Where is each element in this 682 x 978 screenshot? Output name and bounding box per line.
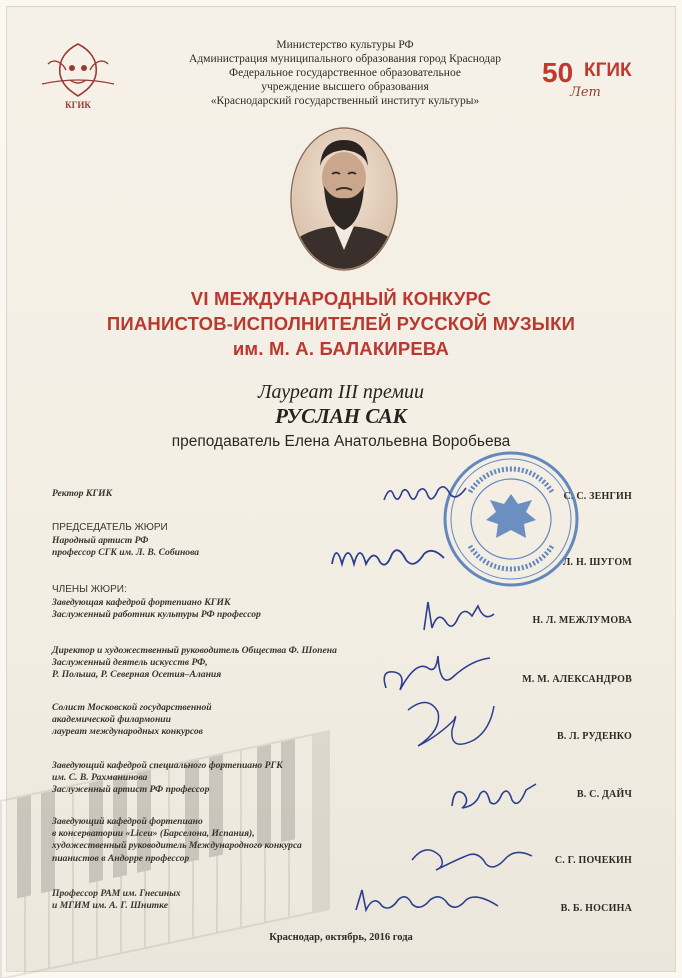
header-line: Федеральное государственное образовательное bbox=[229, 67, 461, 79]
signatory-name: Н. Л. МЕЖЛУМОВА bbox=[532, 615, 632, 626]
signatory-title: и МГИМ им. А. Г. Шнитке bbox=[52, 900, 168, 912]
title-line: ПИАНИСТОВ-ИСПОЛНИТЕЛЕЙ РУССКОЙ МУЗЫКИ bbox=[106, 313, 576, 334]
signatory-title: Солист Московской государственной bbox=[52, 702, 212, 713]
header-line: «Краснодарский государственный институт культуры» bbox=[210, 95, 480, 107]
signatory-name: Л. Н. ШУГОМ bbox=[562, 557, 632, 568]
logo-left-text: КГИК bbox=[65, 100, 91, 110]
signatory-member bbox=[52, 816, 632, 866]
signatory-title: Заведующий кафедрой фортепиано bbox=[52, 816, 203, 827]
signatory-title: академической филармонии bbox=[52, 714, 171, 726]
award-level: Лауреат III премии bbox=[257, 381, 425, 403]
title-line: VI МЕЖДУНАРОДНЫЙ КОНКУРС bbox=[190, 288, 492, 309]
signatory-name: С. С. ЗЕНГИН bbox=[563, 491, 632, 502]
kgik-emblem-logo bbox=[36, 40, 120, 112]
signatory-member bbox=[52, 584, 632, 626]
composer-portrait bbox=[288, 126, 400, 272]
header-line: учреждение высшего образования bbox=[261, 81, 429, 93]
place-and-date: Краснодар, октябрь, 2016 года bbox=[269, 932, 413, 943]
winner-name: РУСЛАН САК bbox=[275, 404, 407, 428]
signatory-member bbox=[52, 702, 632, 742]
section-heading-members: ЧЛЕНЫ ЖЮРИ: bbox=[52, 584, 127, 595]
header-line: Министерство культуры РФ bbox=[276, 39, 414, 51]
issuer-header bbox=[150, 38, 540, 108]
signatory-member bbox=[52, 645, 632, 685]
signatory-title: лауреат международных конкурсов bbox=[52, 726, 203, 738]
signatory-name: С. Г. ПОЧЕКИН bbox=[554, 855, 632, 866]
signatory-title: Р. Польша, Р. Северная Осетия–Алания bbox=[52, 669, 222, 681]
signatory-name: М. М. АЛЕКСАНДРОВ bbox=[522, 674, 632, 685]
title-line: им. М. А. БАЛАКИРЕВА bbox=[232, 338, 450, 359]
signatory-title: Заслуженный работник культуры РФ профессор bbox=[52, 609, 261, 621]
signatory-title: Заслуженный деятель искусств РФ, bbox=[52, 657, 208, 669]
kgik-50-years-logo bbox=[540, 52, 658, 102]
section-heading-chair: ПРЕДСЕДАТЕЛЬ ЖЮРИ bbox=[52, 522, 168, 533]
signatory-title: Ректор КГИК bbox=[52, 488, 113, 499]
signatory-title: художественный руководитель Международного конкурса bbox=[52, 840, 302, 852]
signatory-title: Профессор РАМ им. Гнесиных bbox=[52, 888, 181, 899]
official-stamp bbox=[440, 448, 582, 590]
signatory-title: в консерватории «Liceu» (Барселона, Испания), bbox=[52, 828, 255, 840]
signatory-title: пианистов в Андорре профессор bbox=[52, 852, 190, 864]
signatory-title: Директор и художественный руководитель Общества Ф. Шопена bbox=[52, 645, 337, 656]
signatory-title: Народный артист РФ bbox=[52, 535, 149, 546]
signatory-name: В. С. ДАЙЧ bbox=[576, 789, 632, 800]
header-line: Администрация муниципального образования город Краснодар bbox=[189, 53, 501, 65]
teacher-line: преподаватель Елена Анатольевна Воробьева bbox=[171, 433, 511, 450]
logo-right-number: 50 bbox=[542, 57, 574, 88]
logo-right-text: КГИК bbox=[584, 60, 632, 81]
signatory-title: Заслуженный артист РФ профессор bbox=[52, 784, 210, 796]
signatory-title: им. С. В. Рахманинова bbox=[52, 772, 148, 784]
signatory-member bbox=[52, 760, 632, 800]
competition-title bbox=[0, 286, 682, 361]
logo-right-script: Лет bbox=[570, 85, 601, 100]
signatory-title: профессор СГК им. Л. В. Собинова bbox=[52, 547, 200, 559]
signatory-title: Заведующий кафедрой специального фортепиано РГК bbox=[52, 760, 283, 771]
signatory-name: В. Л. РУДЕНКО bbox=[556, 731, 632, 742]
signatory-member bbox=[52, 888, 632, 914]
signatory-title: Заведующая кафедрой фортепиано КГИК bbox=[52, 597, 231, 608]
signatory-name: В. Б. НОСИНА bbox=[560, 903, 632, 914]
